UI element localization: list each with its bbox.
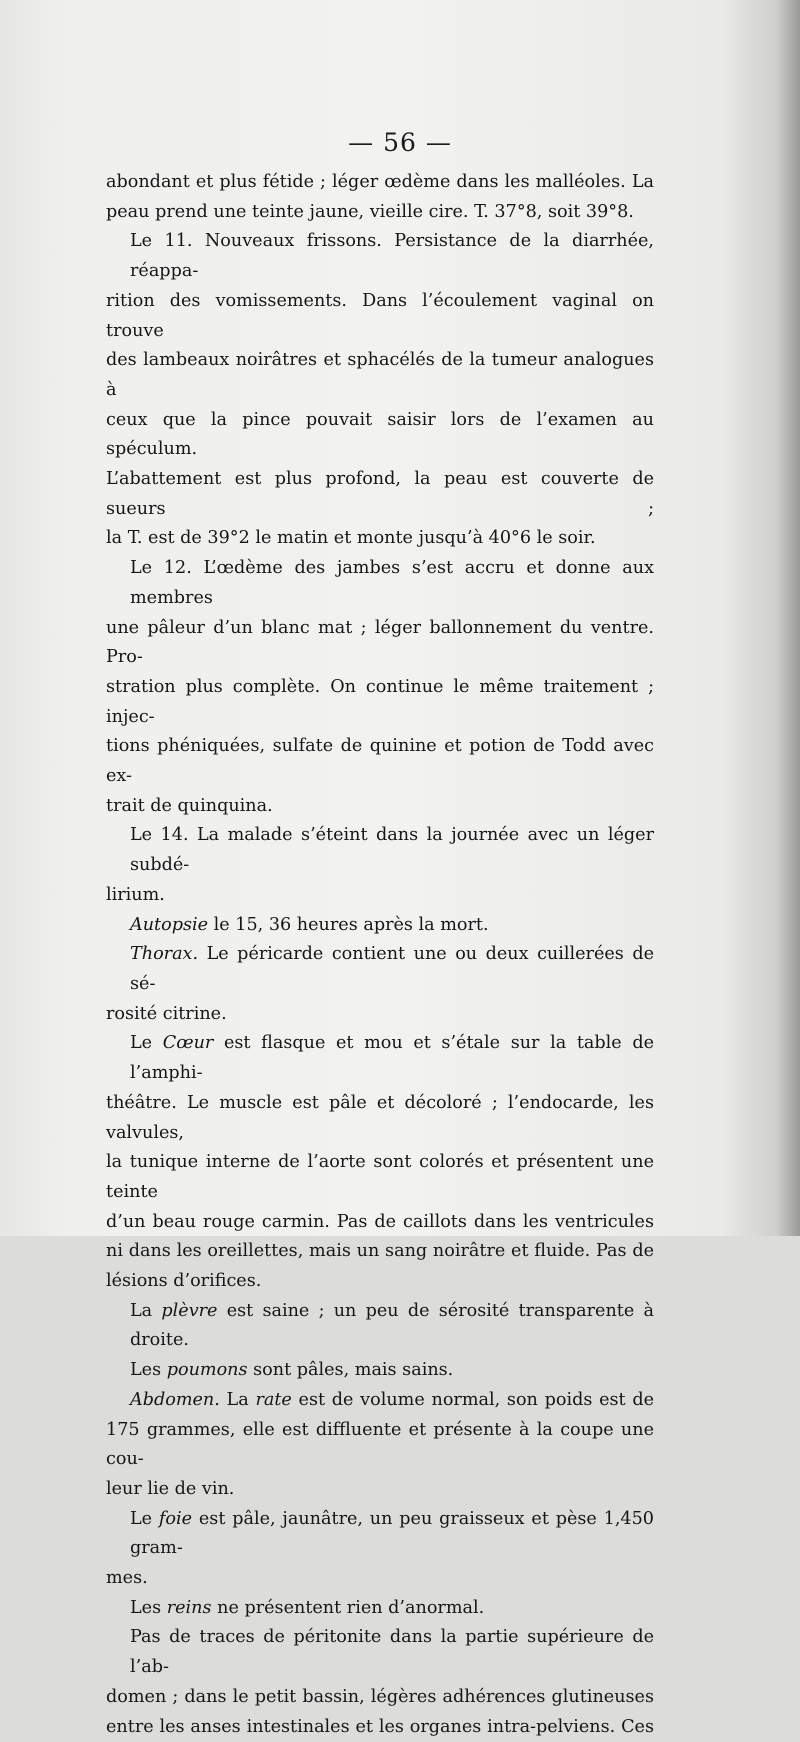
text-run: 175 grammes, elle est diffluente et présente à la coupe une cou-	[106, 1419, 654, 1470]
paragraph	[106, 1356, 654, 1386]
text-line	[106, 881, 654, 911]
text-run: domen ; dans le petit bassin, légères adhérences glutineuses	[106, 1686, 654, 1707]
body-text	[106, 168, 654, 1742]
text-line	[106, 554, 654, 613]
text-run: est de volume normal, son poids est de	[291, 1389, 654, 1410]
text-line	[106, 1416, 654, 1475]
text-line	[106, 1475, 654, 1505]
text-line	[106, 821, 654, 880]
text-run: théâtre. Le muscle est pâle et décoloré ; l’endocarde, les valvules,	[106, 1092, 654, 1143]
text-line	[106, 1505, 654, 1564]
text-line	[106, 1029, 654, 1088]
text-line	[106, 732, 654, 791]
text-line	[106, 198, 654, 228]
italic-term: Cœur	[162, 1033, 214, 1054]
page-number: — 56 —	[348, 128, 452, 157]
italic-term: reins	[166, 1597, 212, 1618]
text-run: Les	[130, 1597, 167, 1618]
paragraph	[106, 168, 654, 227]
text-run: lirium.	[106, 884, 165, 905]
text-run: Le	[130, 1508, 159, 1529]
italic-term: plèvre	[161, 1300, 218, 1321]
text-line	[106, 940, 654, 999]
text-line	[106, 1683, 654, 1713]
text-run: est pâle, jaunâtre, un peu graisseux et pèse 1,450 gram-	[130, 1508, 654, 1559]
text-run: rosité citrine.	[106, 1003, 227, 1024]
text-line	[106, 1594, 654, 1624]
text-line	[106, 1623, 654, 1682]
text-run: est saine ; un peu de sérosité transparente à droite.	[130, 1300, 654, 1351]
italic-term: foie	[158, 1508, 193, 1529]
text-run: mes.	[106, 1568, 148, 1589]
text-run: La	[130, 1300, 162, 1321]
text-run: la T. est de 39°2 le matin et monte jusqu’à 40°6 le soir.	[106, 528, 596, 549]
text-run: le 15, 36 heures après la mort.	[208, 914, 489, 935]
text-line	[106, 614, 654, 673]
text-run: Pas de traces de péritonite dans la partie supérieure de l’ab-	[130, 1627, 654, 1678]
text-run: tions phéniquées, sulfate de quinine et potion de Todd avec ex-	[106, 736, 654, 787]
text-line	[106, 1000, 654, 1030]
text-run: une pâleur d’un blanc mat ; léger ballonnement du ventre. Pro-	[106, 617, 654, 668]
text-run: Le	[130, 1033, 163, 1054]
text-run: ceux que la pince pouvait saisir lors de l’examen au spéculum.	[106, 409, 654, 460]
text-line	[106, 227, 654, 286]
text-line	[106, 911, 654, 941]
text-line	[106, 1267, 654, 1297]
text-run: stration plus complète. On continue le même traitement ; injec-	[106, 676, 654, 727]
paragraph	[106, 1029, 654, 1296]
text-run: la tunique interne de l’aorte sont colorés et présentent une teinte	[106, 1152, 654, 1202]
italic-term: Thorax.	[130, 944, 199, 965]
text-line	[106, 792, 654, 822]
paragraph	[106, 911, 654, 941]
text-run: Le péricarde contient une ou deux cuillerées de sé-	[130, 944, 654, 994]
text-line	[106, 1237, 654, 1267]
italic-term: Abdomen.	[130, 1389, 220, 1410]
text-run: sont pâles, mais sains.	[247, 1360, 454, 1381]
text-line	[106, 1386, 654, 1416]
text-run: entre les anses intestinales et les organes intra-pelviens. Ces	[106, 1716, 654, 1737]
paragraph	[106, 1297, 654, 1356]
text-line	[106, 287, 654, 346]
text-run: rition des vomissements. Dans l’écoulement vaginal on trouve	[106, 290, 654, 341]
text-run: lésions d’orifices.	[106, 1271, 262, 1292]
text-line	[106, 1356, 654, 1386]
text-run: ne présentent rien d’anormal.	[211, 1597, 485, 1618]
paragraph	[106, 940, 654, 1029]
paragraph	[106, 1623, 654, 1742]
text-line	[106, 346, 654, 405]
text-line	[106, 673, 654, 732]
text-line	[106, 1089, 654, 1148]
text-run: trait de quinquina.	[106, 795, 273, 816]
text-run: des lambeaux noirâtres et sphacélés de la tumeur analogues à	[106, 350, 654, 400]
paragraph	[106, 821, 654, 910]
text-run: La	[219, 1389, 256, 1410]
paragraph	[106, 1594, 654, 1624]
text-run: leur lie de vin.	[106, 1478, 235, 1499]
text-run: Le 14. La malade s’éteint dans la journée avec un léger subdé-	[130, 825, 654, 876]
text-run: Le 12. L’œdème des jambes s’est accru et donne aux membres	[130, 558, 654, 608]
text-run: L’abattement est plus profond, la peau est couverte de sueurs ;	[106, 469, 654, 519]
text-line	[106, 1148, 654, 1207]
text-run: ni dans les oreillettes, mais un sang noirâtre et fluide. Pas de	[106, 1241, 654, 1262]
text-line	[106, 1564, 654, 1594]
italic-term: Autopsie	[130, 914, 209, 935]
paragraph	[106, 1505, 654, 1594]
italic-term: poumons	[166, 1360, 248, 1381]
paragraph	[106, 1386, 654, 1505]
text-line	[106, 168, 654, 198]
text-line	[106, 1297, 654, 1356]
text-line	[106, 406, 654, 465]
text-run: Les	[130, 1360, 167, 1381]
text-line	[106, 1208, 654, 1238]
text-line	[106, 524, 654, 554]
text-line	[106, 1713, 654, 1742]
text-line	[106, 465, 654, 524]
paragraph	[106, 554, 654, 821]
text-run: peau prend une teinte jaune, vieille cire. T. 37°8, soit 39°8.	[106, 201, 634, 222]
text-run: abondant et plus fétide ; léger œdème dans les malléoles. La	[106, 172, 654, 192]
paragraph	[106, 227, 654, 554]
text-run: Le 11. Nouveaux frissons. Persistance de la diarrhée, réappa-	[130, 231, 654, 282]
italic-term: rate	[255, 1389, 292, 1410]
text-run: est flasque et mou et s’étale sur la table de l’amphi-	[130, 1033, 654, 1084]
text-run: d’un beau rouge carmin. Pas de caillots dans les ventricules	[106, 1211, 654, 1232]
